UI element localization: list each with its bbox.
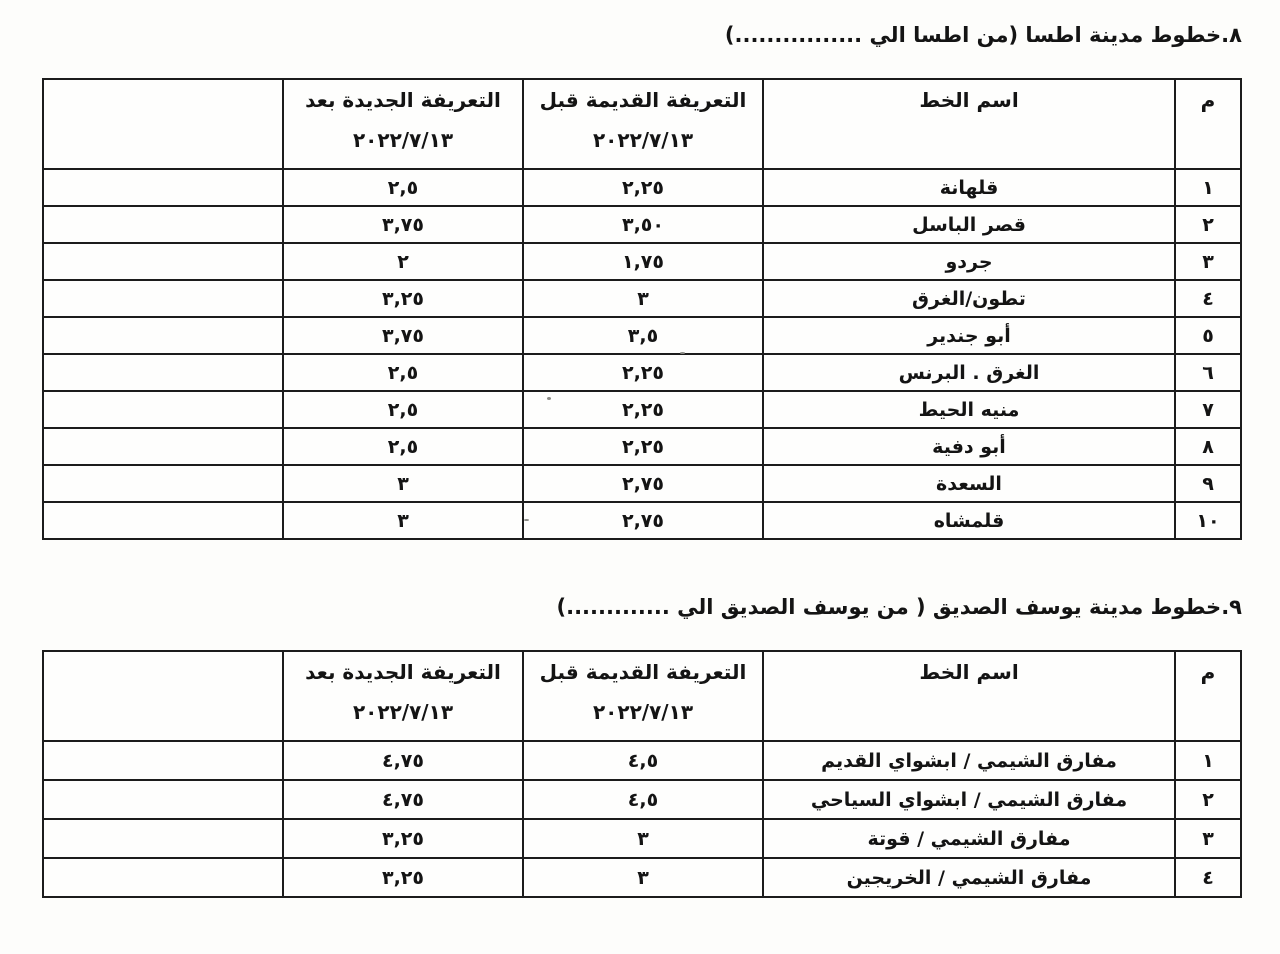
row-index-cell: ٤: [1175, 858, 1241, 897]
new-tariff-cell: ٤,٧٥: [283, 780, 523, 819]
line-name-cell: قلهانة: [763, 169, 1175, 206]
empty-cell: [43, 502, 283, 539]
line-name-cell: قلمشاه: [763, 502, 1175, 539]
new-tariff-cell: ٣,٢٥: [283, 819, 523, 858]
new-tariff-cell: ٢: [283, 243, 523, 280]
empty-column-header: [43, 79, 283, 169]
empty-cell: [43, 206, 283, 243]
new-tariff-cell: ٢,٥: [283, 428, 523, 465]
row-index-cell: ١: [1175, 169, 1241, 206]
old-tariff-cell: ٣,٥٠: [523, 206, 763, 243]
line-name-cell: مفارق الشيمي / الخريجين: [763, 858, 1175, 897]
table-row: [43, 280, 1241, 317]
line-name-cell: مفارق الشيمي / ابشواي السياحي: [763, 780, 1175, 819]
table-row: [43, 465, 1241, 502]
empty-cell: [43, 317, 283, 354]
line-name-cell: قصر الباسل: [763, 206, 1175, 243]
new-tariff-cell: ٣: [283, 502, 523, 539]
old-tariff-cell: ١,٧٥: [523, 243, 763, 280]
old-tariff-cell: ٢,٢٥: [523, 354, 763, 391]
old-tariff-cell: ٤,٥: [523, 741, 763, 780]
table-row: [43, 169, 1241, 206]
table-row: [43, 317, 1241, 354]
itsa-table-body: [43, 169, 1241, 539]
old-tariff-cell: ٣: [523, 858, 763, 897]
old-tariff-cell: ٢,٢٥: [523, 391, 763, 428]
line-name-cell: أبو دفية: [763, 428, 1175, 465]
old-tariff-cell: ٢,٢٥: [523, 428, 763, 465]
old-tariff-header-text: التعريفة القديمة قبل: [539, 660, 747, 684]
yousef-elseddik-lines-tariff-table: [42, 650, 1242, 898]
new-tariff-cell: ٢,٥: [283, 169, 523, 206]
table-header-row: [43, 79, 1241, 169]
old-tariff-column-header: [523, 651, 763, 741]
scan-speck: [524, 519, 529, 521]
table-row: [43, 206, 1241, 243]
old-tariff-cell: ٢,٧٥: [523, 502, 763, 539]
empty-column-header: [43, 651, 283, 741]
row-index-cell: ٧: [1175, 391, 1241, 428]
empty-cell: [43, 391, 283, 428]
line-name-cell: منيه الحيط: [763, 391, 1175, 428]
old-tariff-header-text: التعريفة القديمة قبل: [539, 88, 747, 112]
new-tariff-header-text: التعريفة الجديدة بعد: [305, 660, 501, 684]
empty-cell: [43, 354, 283, 391]
old-tariff-cell: ٣,٥: [523, 317, 763, 354]
new-tariff-cell: ٤,٧٥: [283, 741, 523, 780]
old-tariff-cell: ٢,٧٥: [523, 465, 763, 502]
row-index-cell: ٨: [1175, 428, 1241, 465]
table-row: [43, 741, 1241, 780]
empty-cell: [43, 741, 283, 780]
old-tariff-cell: ٤,٥: [523, 780, 763, 819]
row-index-cell: ٢: [1175, 206, 1241, 243]
table-header-row: [43, 651, 1241, 741]
line-name-cell: تطون/الغرق: [763, 280, 1175, 317]
old-tariff-header-date: ٢٠٢٢/٧/١٣: [592, 700, 694, 724]
table-row: [43, 780, 1241, 819]
row-index-cell: ١: [1175, 741, 1241, 780]
line-name-cell: جردو: [763, 243, 1175, 280]
line-name-cell: مفارق الشيمي / قوتة: [763, 819, 1175, 858]
new-tariff-column-header: [283, 651, 523, 741]
new-tariff-cell: ٢,٥: [283, 354, 523, 391]
new-tariff-cell: ٢,٥: [283, 391, 523, 428]
table-row: [43, 391, 1241, 428]
section-8-heading: ٨.خطوط مدينة اطسا (من اطسا الي ................): [724, 23, 1242, 47]
old-tariff-cell: ٣: [523, 819, 763, 858]
scan-speck: [547, 397, 551, 400]
old-tariff-cell: ٢,٢٥: [523, 169, 763, 206]
itsa-lines-tariff-table: [42, 78, 1242, 540]
yousef-table-body: [43, 741, 1241, 897]
table-row: [43, 243, 1241, 280]
row-index-cell: ٤: [1175, 280, 1241, 317]
table-row: [43, 354, 1241, 391]
line-name-cell: أبو جندير: [763, 317, 1175, 354]
empty-cell: [43, 428, 283, 465]
new-tariff-cell: ٣,٧٥: [283, 317, 523, 354]
line-name-column-header: اسم الخط: [763, 79, 1175, 169]
empty-cell: [43, 780, 283, 819]
table-row: [43, 428, 1241, 465]
row-index-cell: ٦: [1175, 354, 1241, 391]
row-index-cell: ٣: [1175, 819, 1241, 858]
empty-cell: [43, 858, 283, 897]
index-column-header: م: [1175, 651, 1241, 741]
old-tariff-column-header: [523, 79, 763, 169]
row-index-cell: ١٠: [1175, 502, 1241, 539]
old-tariff-cell: ٣: [523, 280, 763, 317]
line-name-cell: مفارق الشيمي / ابشواي القديم: [763, 741, 1175, 780]
section-9-heading: ٩.خطوط مدينة يوسف الصديق ( من يوسف الصديق الي .............): [556, 595, 1242, 619]
row-index-cell: ٣: [1175, 243, 1241, 280]
scan-speck: [680, 352, 685, 354]
index-column-header: م: [1175, 79, 1241, 169]
new-tariff-header-text: التعريفة الجديدة بعد: [305, 88, 501, 112]
row-index-cell: ٥: [1175, 317, 1241, 354]
new-tariff-column-header: [283, 79, 523, 169]
row-index-cell: ٢: [1175, 780, 1241, 819]
line-name-cell: الغرق . البرنس: [763, 354, 1175, 391]
empty-cell: [43, 169, 283, 206]
line-name-cell: السعدة: [763, 465, 1175, 502]
old-tariff-header-date: ٢٠٢٢/٧/١٣: [592, 128, 694, 152]
new-tariff-header-date: ٢٠٢٢/٧/١٣: [352, 128, 454, 152]
row-index-cell: ٩: [1175, 465, 1241, 502]
new-tariff-cell: ٣,٧٥: [283, 206, 523, 243]
line-name-column-header: اسم الخط: [763, 651, 1175, 741]
new-tariff-cell: ٣: [283, 465, 523, 502]
empty-cell: [43, 243, 283, 280]
new-tariff-cell: ٣,٢٥: [283, 858, 523, 897]
table-row: [43, 819, 1241, 858]
new-tariff-header-date: ٢٠٢٢/٧/١٣: [352, 700, 454, 724]
new-tariff-cell: ٣,٢٥: [283, 280, 523, 317]
empty-cell: [43, 280, 283, 317]
empty-cell: [43, 819, 283, 858]
table-row: [43, 858, 1241, 897]
table-row: [43, 502, 1241, 539]
empty-cell: [43, 465, 283, 502]
